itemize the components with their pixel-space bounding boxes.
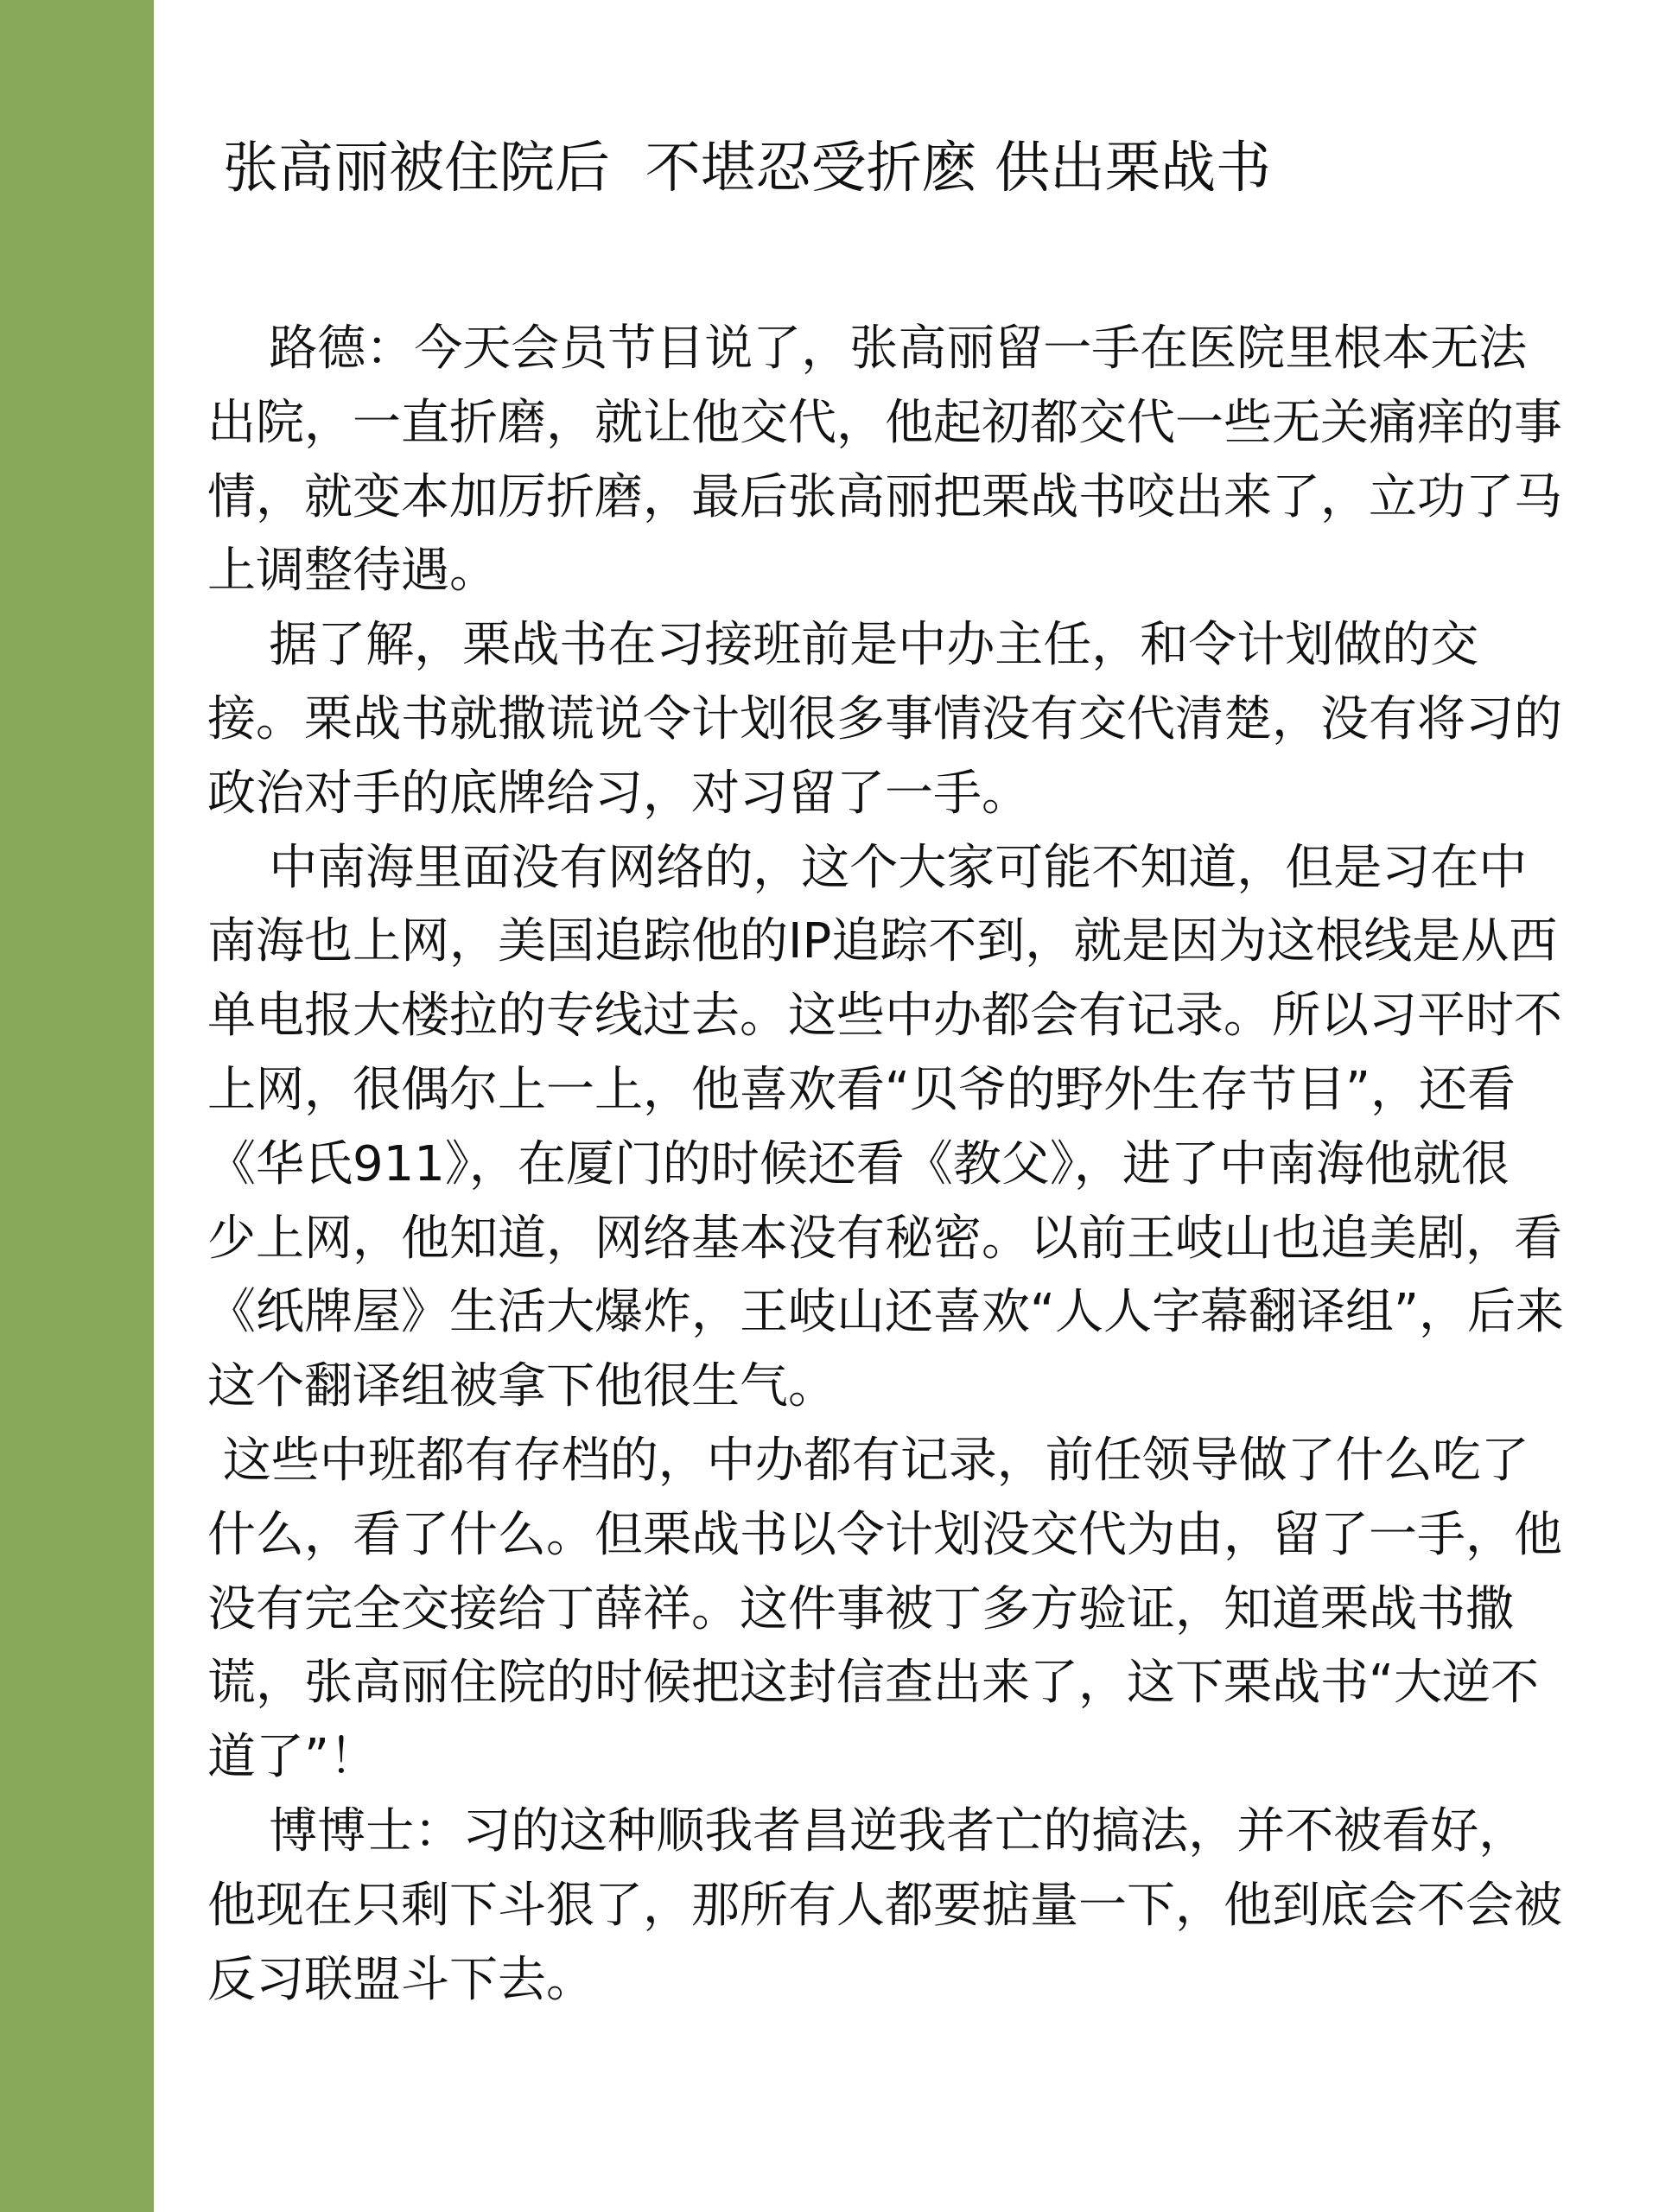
article-text-line: 上调整待遇。 xyxy=(207,543,498,600)
article-text-line: 道了”！ xyxy=(207,1729,378,1786)
article-text-line: 反习联盟斗下去。 xyxy=(207,1951,594,2008)
green-sidebar-bar xyxy=(0,0,154,2212)
article-text-line: 这个翻译组被拿下他很生气。 xyxy=(207,1358,836,1415)
article-text-line: 情，就变本加厉折磨，最后张高丽把栗战书咬出来了，立功了马 xyxy=(207,468,1562,525)
article-text-line: 没有完全交接给丁薛祥。这件事被丁多方验证，知道栗战书撒 xyxy=(207,1580,1514,1637)
article-title: 张高丽被住院后 不堪忍受折麽 供出栗战书 xyxy=(223,137,1272,200)
article-body xyxy=(207,312,1624,2017)
article-text-line: 中南海里面没有网络的，这个大家可能不知道，但是习在中 xyxy=(207,839,1528,896)
article-text-line: 这些中班都有存档的，中办都有记录，前任领导做了什么吃了 xyxy=(207,1432,1529,1489)
article-text-line: 政治对手的底牌给习，对习留了一手。 xyxy=(207,765,1030,822)
article-text-line: 出院，一直折磨，就让他交代，他起初都交代一些无关痛痒的事 xyxy=(207,394,1562,451)
article-text-line: 《华氏911》，在厦门的时候还看《教父》，进了中南海他就很 xyxy=(207,1135,1510,1192)
article-text-line: 少上网，他知道，网络基本没有秘密。以前王岐山也追美剧，看 xyxy=(207,1210,1562,1267)
article-text-line: 上网，很偶尔上一上，他喜欢看“贝爷的野外生存节目”，还看 xyxy=(207,1061,1516,1118)
article-text-line: 谎，张高丽住院的时候把这封信查出来了，这下栗战书“大逆不 xyxy=(207,1655,1540,1712)
article-text-line: 什么，看了什么。但栗战书以令计划没交代为由，留了一手，他 xyxy=(207,1506,1562,1563)
article-text-line: 他现在只剩下斗狠了，那所有人都要掂量一下，他到底会不会被 xyxy=(207,1877,1562,1934)
article-text-line: 单电报大楼拉的专线过去。这些中办都会有记录。所以习平时不 xyxy=(207,988,1562,1045)
article-text-line: 《纸牌屋》生活大爆炸，王岐山还喜欢“人人字幕翻译组”，后来 xyxy=(207,1284,1565,1341)
article-text-line: 南海也上网，美国追踪他的IP追踪不到，就是因为这根线是从西 xyxy=(207,913,1558,970)
article-text-line: 据了解，栗战书在习接班前是中办主任，和令计划做的交 xyxy=(207,617,1479,674)
article-text-line: 博博士：习的这种顺我者昌逆我者亡的搞法，并不被看好， xyxy=(207,1802,1528,1859)
article-text-line: 接。栗战书就撒谎说令计划很多事情没有交代清楚，没有将习的 xyxy=(207,690,1562,747)
article-text-line: 路德：今天会员节目说了，张高丽留一手在医院里根本无法 xyxy=(207,321,1528,377)
